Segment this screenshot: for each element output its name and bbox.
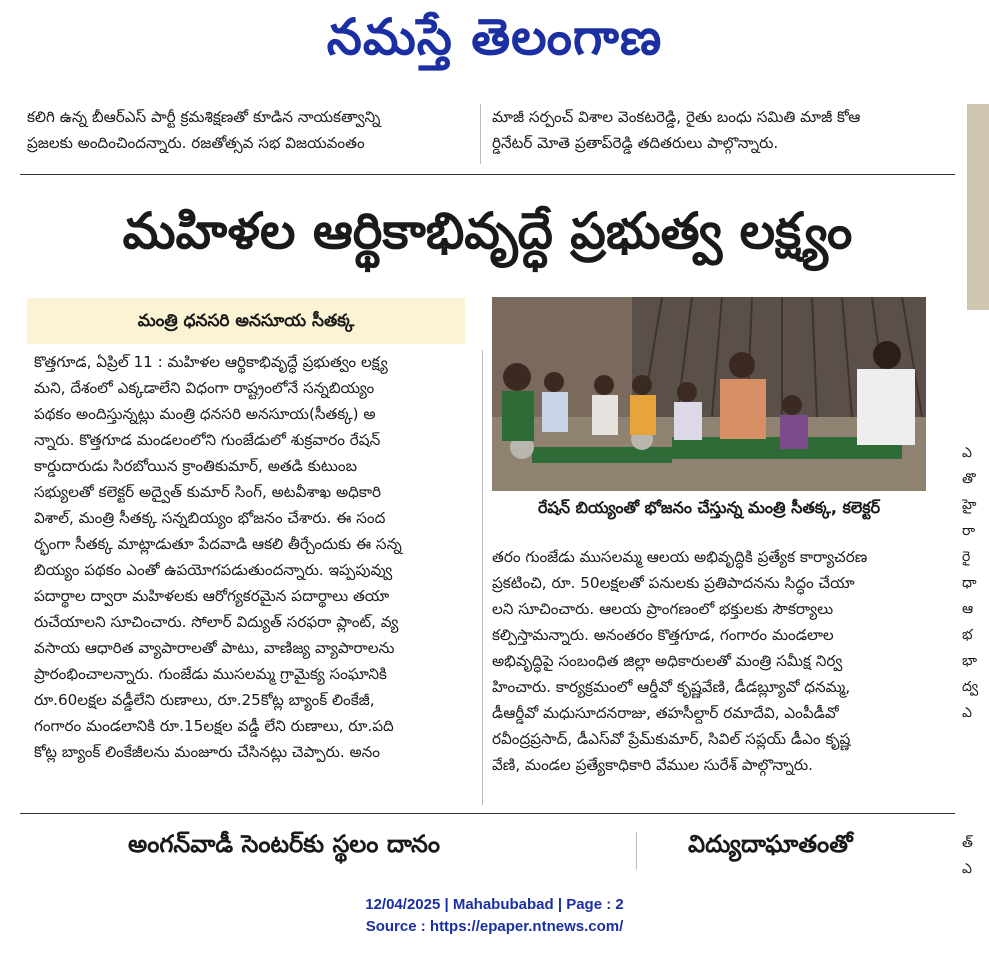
text-line: తరం గుంజేడు ముసలమ్మ ఆలయ అభివృద్ధికి ప్రత్యేక కార్యాచరణ: [492, 548, 868, 566]
text-line: అభివృద్ధిపై సంబంధిత జిల్లా అధికారులతో మంత్రి సమీక్ష నిర్వ: [492, 652, 843, 670]
text-line: రై: [962, 549, 971, 565]
article-headline: మహిళల ఆర్థికాభివృద్ధే ప్రభుత్వ లక్ష్యం: [122, 202, 853, 260]
text-line: ఎ: [962, 861, 972, 877]
text-line: తొ: [962, 471, 976, 487]
text-line: ఎ: [962, 445, 972, 461]
text-line: హించారు. కార్యక్రమంలో ఆర్డీవో కృష్ణవేణి, డీడబ్ల్యూవో ధనమ్మ,: [492, 678, 851, 696]
text-line: సభ్యులతో కలెక్టర్ అద్వైత్ కుమార్ సింగ్, అటవీశాఖ అధికారి: [34, 483, 382, 501]
text-line: లని సూచించారు. ఆలయ ప్రాంగణంలో భక్తులకు సౌకర్యాలు: [492, 600, 834, 618]
newspaper-logo: నమస్తే తెలంగాణ: [326, 8, 663, 66]
section-divider: [20, 813, 955, 814]
text-line: రవీంద్రప్రసాద్, డీఎస్‌వో ప్రేమ్‌కుమార్, సివిల్ సప్లయ్ డీఎం కృష్ణ: [492, 730, 851, 748]
masthead: [0, 8, 989, 79]
text-line: కార్డుదారుడు సిరబోయిన క్రాంతికుమార్, అతడి కుటుంబ: [34, 457, 357, 475]
bottom-headline-right: విద్యుదాఘాతంతో: [688, 830, 853, 858]
bottom-headline-left: అంగన్‌వాడీ సెంటర్‌కు స్థలం దానం: [128, 830, 441, 858]
column-divider: [480, 104, 481, 164]
text-line: ద్వ: [962, 679, 979, 695]
text-line: ప్రకటించి, రూ. 50లక్షలతో పనులకు ప్రతిపాదనను సిద్ధం చేయా: [492, 574, 855, 592]
text-line: పథకం అందిస్తున్నట్లు మంత్రి ధనసరి అనసూయ(సీతక్క) అ: [34, 405, 376, 423]
section-divider: [20, 174, 955, 175]
text-line: ర్డినేటర్ మోతె ప్రతాప్‌రెడ్డి తదితరులు పాల్గొన్నారు.: [492, 134, 779, 152]
text-line: భా: [962, 653, 978, 669]
adjacent-photo-edge: [967, 104, 989, 310]
text-line: మాజీ సర్పంచ్ విశాల వెంకటరెడ్డి, రైతు బంధు సమితి మాజీ కోఆ: [492, 108, 861, 126]
text-line: ధా: [962, 575, 977, 591]
footer-source: Source : https://epaper.ntnews.com/: [365, 918, 624, 935]
text-line: బియ్యం పథకం ఎంతో ఉపయోగపడుతుందన్నారు. ఇప్పపువ్వు: [34, 561, 393, 579]
text-line: విశాల్, మంత్రి సీతక్క సన్నబియ్యం భోజనం చేశారు. ఈ సంద: [34, 509, 386, 527]
text-line: రా: [962, 523, 976, 539]
text-line: ప్రజలకు అందించిందన్నారు. రజతోత్సవ సభ విజయవంతం: [27, 134, 365, 152]
top-right-continuation: [492, 104, 942, 156]
article-subhead: మంత్రి ధనసరి అనసూయ సీతక్క: [27, 298, 465, 344]
text-line: గంగారం మండలానికి రూ.15లక్షల వడ్డీ లేని రుణాలు, రూ.పది: [34, 717, 394, 735]
text-line: ఆ: [962, 601, 974, 617]
adjacent-column-edge: [962, 440, 989, 726]
text-line: రూ.60లక్షల వడ్డీలేని రుణాలు, రూ.25కోట్ల బ్యాంక్ లింకేజీ,: [34, 691, 375, 709]
text-line: వసాయ ఆధారిత వ్యాపారాలతో పాటు, వాణిజ్య వ్యాపారాలను: [34, 639, 395, 657]
text-line: హై: [962, 497, 977, 513]
text-line: ర్భంగా సీతక్క మాట్లాడుతూ పేదవాడి ఆకలి తీర్చేందుకు ఈ సన్న: [34, 535, 402, 553]
text-line: మని, దేశంలో ఎక్కడాలేని విధంగా రాష్ట్రంలోనే సన్నబియ్యం: [34, 379, 375, 397]
text-line: కలిగి ఉన్న బీఆర్‌ఎస్ పార్టీ క్రమశిక్షణతో కూడిన నాయకత్వాన్ని: [27, 108, 381, 126]
text-line: భ: [962, 627, 973, 643]
top-left-continuation: [27, 104, 477, 156]
article-body-right: [492, 544, 942, 778]
article-body-left: [34, 349, 474, 765]
column-divider: [482, 350, 483, 805]
adjacent-column-edge-bottom: [962, 830, 989, 882]
text-line: కోట్ల బ్యాంక్ లింకేజీలను మంజూరు చేసినట్లు చెప్పారు. అనం: [34, 743, 381, 761]
text-line: కల్పిస్తామన్నారు. అనంతరం కొత్తగూడ, గంగారం మండలాల: [492, 626, 834, 644]
column-divider: [636, 832, 637, 870]
text-line: ప్రారంభించాలన్నారు. గుంజేడు ముసలమ్మ గ్రామైక్య సంఘానికి: [34, 665, 387, 683]
text-line: ఎ: [962, 705, 972, 721]
text-line: వేణి, మండల ప్రత్యేకాధికారి వేముల సురేశ్ పాల్గొన్నారు.: [492, 756, 813, 774]
article-photo: [492, 297, 926, 491]
text-line: పదార్థాల ద్వారా మహిళలకు ఆరోగ్యకరమైన పదార్థాలు తయా: [34, 587, 390, 605]
photo-illustration: [492, 297, 926, 491]
text-line: రుచేయాలని సూచించారు. సోలార్ విద్యుత్ సరఫరా ప్లాంట్, వ్య: [34, 613, 399, 631]
text-line: కొత్తగూడ, ఏప్రిల్ 11 : మహిళల ఆర్థికాభివృద్ధే ప్రభుత్వం లక్ష్య: [34, 353, 388, 371]
text-line: న్నారు. కొత్తగూడ మండలంలోని గుంజేడులో శుక్రవారం రేషన్: [34, 431, 381, 449]
text-line: త్: [962, 835, 973, 851]
photo-caption: రేషన్ బియ్యంతో భోజనం చేస్తున్న మంత్రి సీతక్క, కలెక్టర్: [537, 498, 881, 517]
text-line: డీఆర్డీవో మధుసూదనరాజు, తహసీల్దార్ రమాదేవి, ఎంపీడీవో: [492, 704, 839, 722]
footer-edition-info: 12/04/2025 | Mahabubabad | Page : 2: [365, 896, 624, 913]
